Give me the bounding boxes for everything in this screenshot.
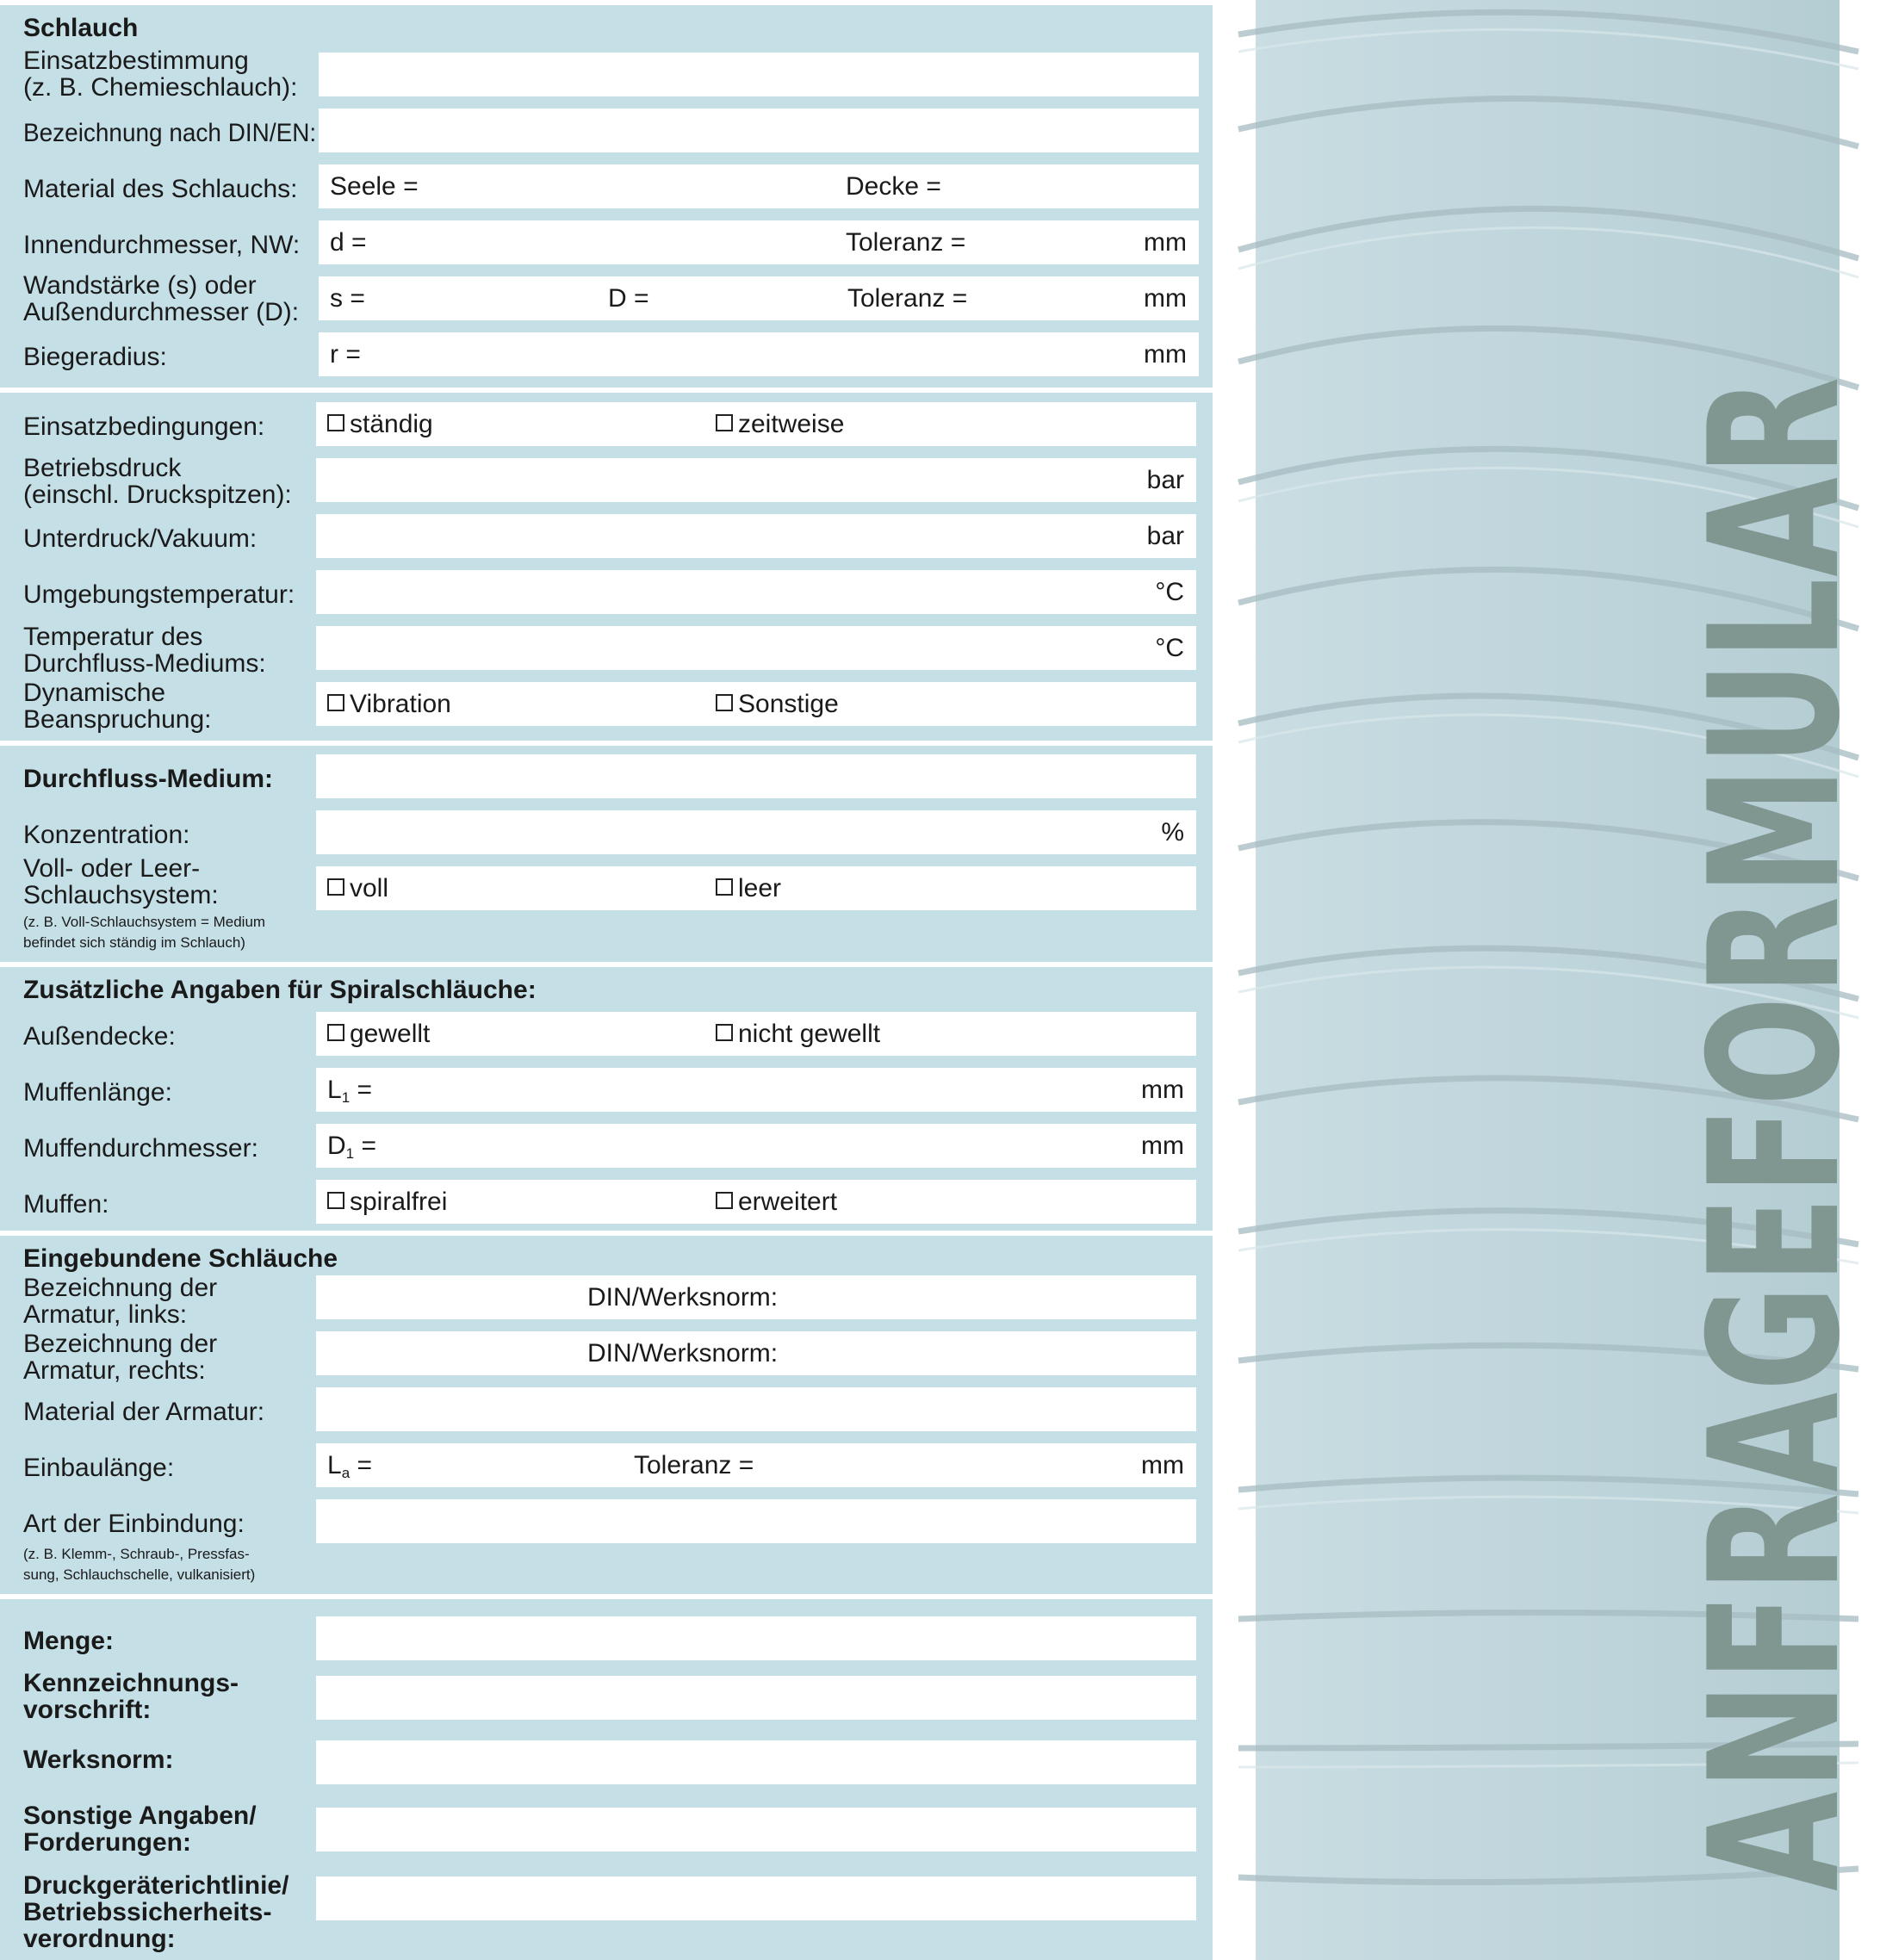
subscript: 1	[345, 1145, 355, 1162]
checkbox-zeitweise[interactable]	[716, 402, 844, 446]
checkbox-icon	[327, 1024, 344, 1041]
label-line: Außendurchmesser (D):	[23, 298, 300, 326]
d-label: d =	[330, 228, 367, 257]
option-label: Sonstige	[738, 690, 839, 718]
wandstaerke-field[interactable]	[319, 276, 1199, 320]
werksnorm-field[interactable]	[316, 1740, 1196, 1784]
umgebungstemperatur-field[interactable]	[316, 570, 1196, 614]
option-label: gewellt	[350, 1020, 431, 1048]
label-unterdruck: Unterdruck/Vakuum:	[23, 524, 257, 553]
label-line: Betriebssicherheits-	[23, 1898, 272, 1926]
seele-label: Seele =	[330, 172, 419, 201]
label-art-einbindung	[23, 1510, 255, 1585]
label-muffenlaenge: Muffenlänge:	[23, 1078, 172, 1107]
label-note	[23, 1544, 255, 1585]
aussendecke-field	[316, 1012, 1196, 1056]
unterdruck-field[interactable]	[316, 514, 1196, 558]
label-temperatur-medium	[23, 623, 266, 677]
r-label: r =	[330, 340, 361, 369]
section-eingebunden	[0, 1236, 1213, 1594]
note-line: befindet sich ständig im Schlauch)	[23, 934, 245, 951]
checkbox-sonstige[interactable]	[716, 682, 839, 726]
label-armatur-links	[23, 1275, 217, 1328]
einbaulaenge-field[interactable]	[316, 1443, 1196, 1487]
label-muffen: Muffen:	[23, 1190, 109, 1219]
label-line: (einschl. Druckspitzen):	[23, 481, 292, 509]
armatur-links-field[interactable]	[316, 1275, 1196, 1319]
section-title-spiral: Zusätzliche Angaben für Spiralschläuche:	[23, 976, 537, 1004]
option-label: leer	[738, 874, 782, 902]
kennzeichnung-field[interactable]	[316, 1676, 1196, 1720]
checkbox-icon	[716, 1024, 733, 1041]
unit-mm: mm	[1144, 228, 1187, 257]
label-line: Bezeichnung der	[23, 1274, 218, 1302]
norm-label: DIN/Werksnorm:	[587, 1283, 779, 1312]
checkbox-staendig[interactable]	[327, 402, 433, 446]
option-label: Vibration	[350, 690, 451, 718]
label-aussendecke: Außendecke:	[23, 1022, 176, 1051]
unit-mm: mm	[1141, 1076, 1184, 1104]
checkbox-nicht-gewellt[interactable]	[716, 1012, 880, 1056]
einsatzbestimmung-field[interactable]	[319, 53, 1199, 96]
L1-label	[327, 1068, 372, 1120]
section-schlauch	[0, 5, 1213, 388]
label-biegeradius: Biegeradius:	[23, 343, 167, 371]
label-material-schlauch: Material des Schlauchs:	[23, 175, 298, 203]
label-line: Schlauchsystem:	[23, 881, 219, 909]
section-title-eingebunden: Eingebundene Schläuche	[23, 1244, 338, 1273]
bezeichnung-field[interactable]	[319, 109, 1199, 152]
label-dynamische-beanspruchung	[23, 679, 212, 733]
checkbox-erweitert[interactable]	[716, 1180, 837, 1224]
label-line: Temperatur des	[23, 623, 203, 651]
section-sonstiges	[0, 1599, 1213, 1960]
label-line: Voll- oder Leer-	[23, 854, 201, 883]
checkbox-icon	[716, 694, 733, 711]
label-line: Dynamische	[23, 679, 166, 707]
label-konzentration: Konzentration:	[23, 821, 190, 849]
checkbox-icon	[327, 414, 344, 431]
muffendurchmesser-field[interactable]	[316, 1124, 1196, 1168]
material-armatur-field[interactable]	[316, 1387, 1196, 1431]
symbol: L	[327, 1451, 342, 1479]
label-line: Betriebsdruck	[23, 454, 182, 482]
label-armatur-rechts	[23, 1330, 217, 1384]
unit-celsius: °C	[1155, 578, 1184, 606]
s-label: s =	[330, 284, 365, 313]
label-einsatzbedingungen: Einsatzbedingungen:	[23, 412, 265, 441]
dynamische-beanspruchung-field	[316, 682, 1196, 726]
checkbox-icon	[327, 878, 344, 896]
section-title-schlauch: Schlauch	[23, 14, 139, 42]
unit-mm: mm	[1144, 340, 1187, 369]
label-umgebungstemperatur: Umgebungstemperatur:	[23, 580, 295, 609]
option-label: zeitweise	[738, 410, 845, 438]
label-line: Wandstärke (s) oder	[23, 271, 257, 300]
label-einbaulaenge: Einbaulänge:	[23, 1454, 175, 1482]
norm-label: DIN/Werksnorm:	[587, 1339, 779, 1368]
voll-leer-field	[316, 866, 1196, 910]
option-label: voll	[350, 874, 389, 902]
symbol: L	[327, 1076, 342, 1104]
equals: =	[357, 1451, 373, 1479]
menge-field[interactable]	[316, 1616, 1196, 1660]
inquiry-form	[0, 5, 1213, 1960]
checkbox-spiralfrei[interactable]	[327, 1180, 447, 1224]
label-betriebsdruck	[23, 455, 292, 508]
unit-bar: bar	[1146, 522, 1184, 550]
label-line: Einsatzbestimmung	[23, 47, 249, 75]
symbol: D	[327, 1132, 346, 1160]
sonstige-angaben-field[interactable]	[316, 1808, 1196, 1851]
material-schlauch-field[interactable]	[319, 164, 1199, 208]
konzentration-field[interactable]	[316, 810, 1196, 854]
note-line: (z. B. Voll-Schlauchsystem = Medium	[23, 914, 266, 930]
checkbox-icon	[327, 1192, 344, 1209]
label-durchfluss-medium: Durchfluss-Medium:	[23, 765, 274, 793]
section-einsatz	[0, 393, 1213, 741]
label-bezeichnung: Bezeichnung nach DIN/EN:	[23, 119, 317, 147]
unit-bar: bar	[1146, 466, 1184, 494]
label-druckgeraeterichtlinie	[23, 1872, 289, 1952]
unit-mm: mm	[1144, 284, 1187, 313]
label-line: (z. B. Chemieschlauch):	[23, 73, 298, 102]
decke-label: Decke =	[846, 172, 941, 201]
checkbox-leer[interactable]	[716, 866, 781, 910]
equals: =	[357, 1076, 373, 1104]
druckgeraeterichtlinie-field[interactable]	[316, 1876, 1196, 1920]
checkbox-icon	[716, 878, 733, 896]
label-line: Kennzeichnungs-	[23, 1669, 239, 1697]
toleranz-label: Toleranz =	[634, 1451, 754, 1479]
label-line: Forderungen:	[23, 1828, 191, 1857]
betriebsdruck-field[interactable]	[316, 458, 1196, 502]
unit-mm: mm	[1141, 1451, 1184, 1479]
label-line: Armatur, rechts:	[23, 1356, 206, 1385]
label-sonstige-angaben	[23, 1802, 257, 1856]
label-line: vorschrift:	[23, 1696, 152, 1724]
unit-percent: %	[1161, 818, 1184, 847]
label-note	[23, 912, 265, 953]
checkbox-gewellt[interactable]	[327, 1012, 430, 1056]
label-line: verordnung:	[23, 1925, 176, 1953]
checkbox-voll[interactable]	[327, 866, 388, 910]
D1-label	[327, 1124, 376, 1175]
label-line: Beanspruchung:	[23, 705, 212, 734]
option-label: ständig	[350, 410, 433, 438]
label-innendurchmesser: Innendurchmesser, NW:	[23, 231, 301, 259]
note-line: (z. B. Klemm-, Schraub-, Pressfas-	[23, 1546, 250, 1562]
label-material-armatur: Material der Armatur:	[23, 1398, 265, 1426]
toleranz-label: Toleranz =	[847, 284, 968, 313]
label-menge: Menge:	[23, 1627, 114, 1655]
einsatzbedingungen-field	[316, 402, 1196, 446]
muffenlaenge-field[interactable]	[316, 1068, 1196, 1112]
label-werksnorm: Werksnorm:	[23, 1746, 174, 1774]
armatur-rechts-field[interactable]	[316, 1331, 1196, 1375]
section-medium	[0, 746, 1213, 962]
temperatur-medium-field[interactable]	[316, 626, 1196, 670]
label-line: Art der Einbindung:	[23, 1510, 245, 1538]
checkbox-icon	[716, 414, 733, 431]
label-muffendurchmesser: Muffendurchmesser:	[23, 1134, 258, 1163]
subscript: a	[341, 1465, 351, 1481]
form-title-vertical: ANFRAGEFORMULAR	[1672, 375, 1880, 1892]
biegeradius-field[interactable]	[319, 332, 1199, 376]
checkbox-vibration[interactable]	[327, 682, 451, 726]
muffen-field	[316, 1180, 1196, 1224]
label-einsatzbestimmung	[23, 47, 297, 101]
label-line: Druckgeräterichtlinie/	[23, 1871, 289, 1900]
label-line: Sonstige Angaben/	[23, 1802, 257, 1830]
equals: =	[361, 1132, 377, 1160]
innendurchmesser-field[interactable]	[319, 220, 1199, 264]
label-line: Armatur, links:	[23, 1300, 188, 1329]
subscript: 1	[341, 1089, 351, 1106]
option-label: erweitert	[738, 1188, 838, 1216]
checkbox-icon	[716, 1192, 733, 1209]
section-spiral	[0, 967, 1213, 1231]
toleranz-label: Toleranz =	[846, 228, 966, 257]
label-line: Bezeichnung der	[23, 1330, 218, 1358]
label-kennzeichnung	[23, 1670, 239, 1723]
note-line: sung, Schlauchschelle, vulkanisiert)	[23, 1566, 256, 1583]
art-einbindung-field[interactable]	[316, 1499, 1196, 1543]
option-label: nicht gewellt	[738, 1020, 881, 1048]
option-label: spiralfrei	[350, 1188, 448, 1216]
label-line: Durchfluss-Mediums:	[23, 649, 266, 678]
unit-celsius: °C	[1155, 634, 1184, 662]
label-wandstaerke	[23, 272, 299, 326]
label-voll-leer	[23, 855, 265, 953]
checkbox-icon	[327, 694, 344, 711]
unit-mm: mm	[1141, 1132, 1184, 1160]
La-label	[327, 1443, 372, 1495]
D-label: D =	[608, 284, 649, 313]
durchfluss-medium-field[interactable]	[316, 754, 1196, 798]
